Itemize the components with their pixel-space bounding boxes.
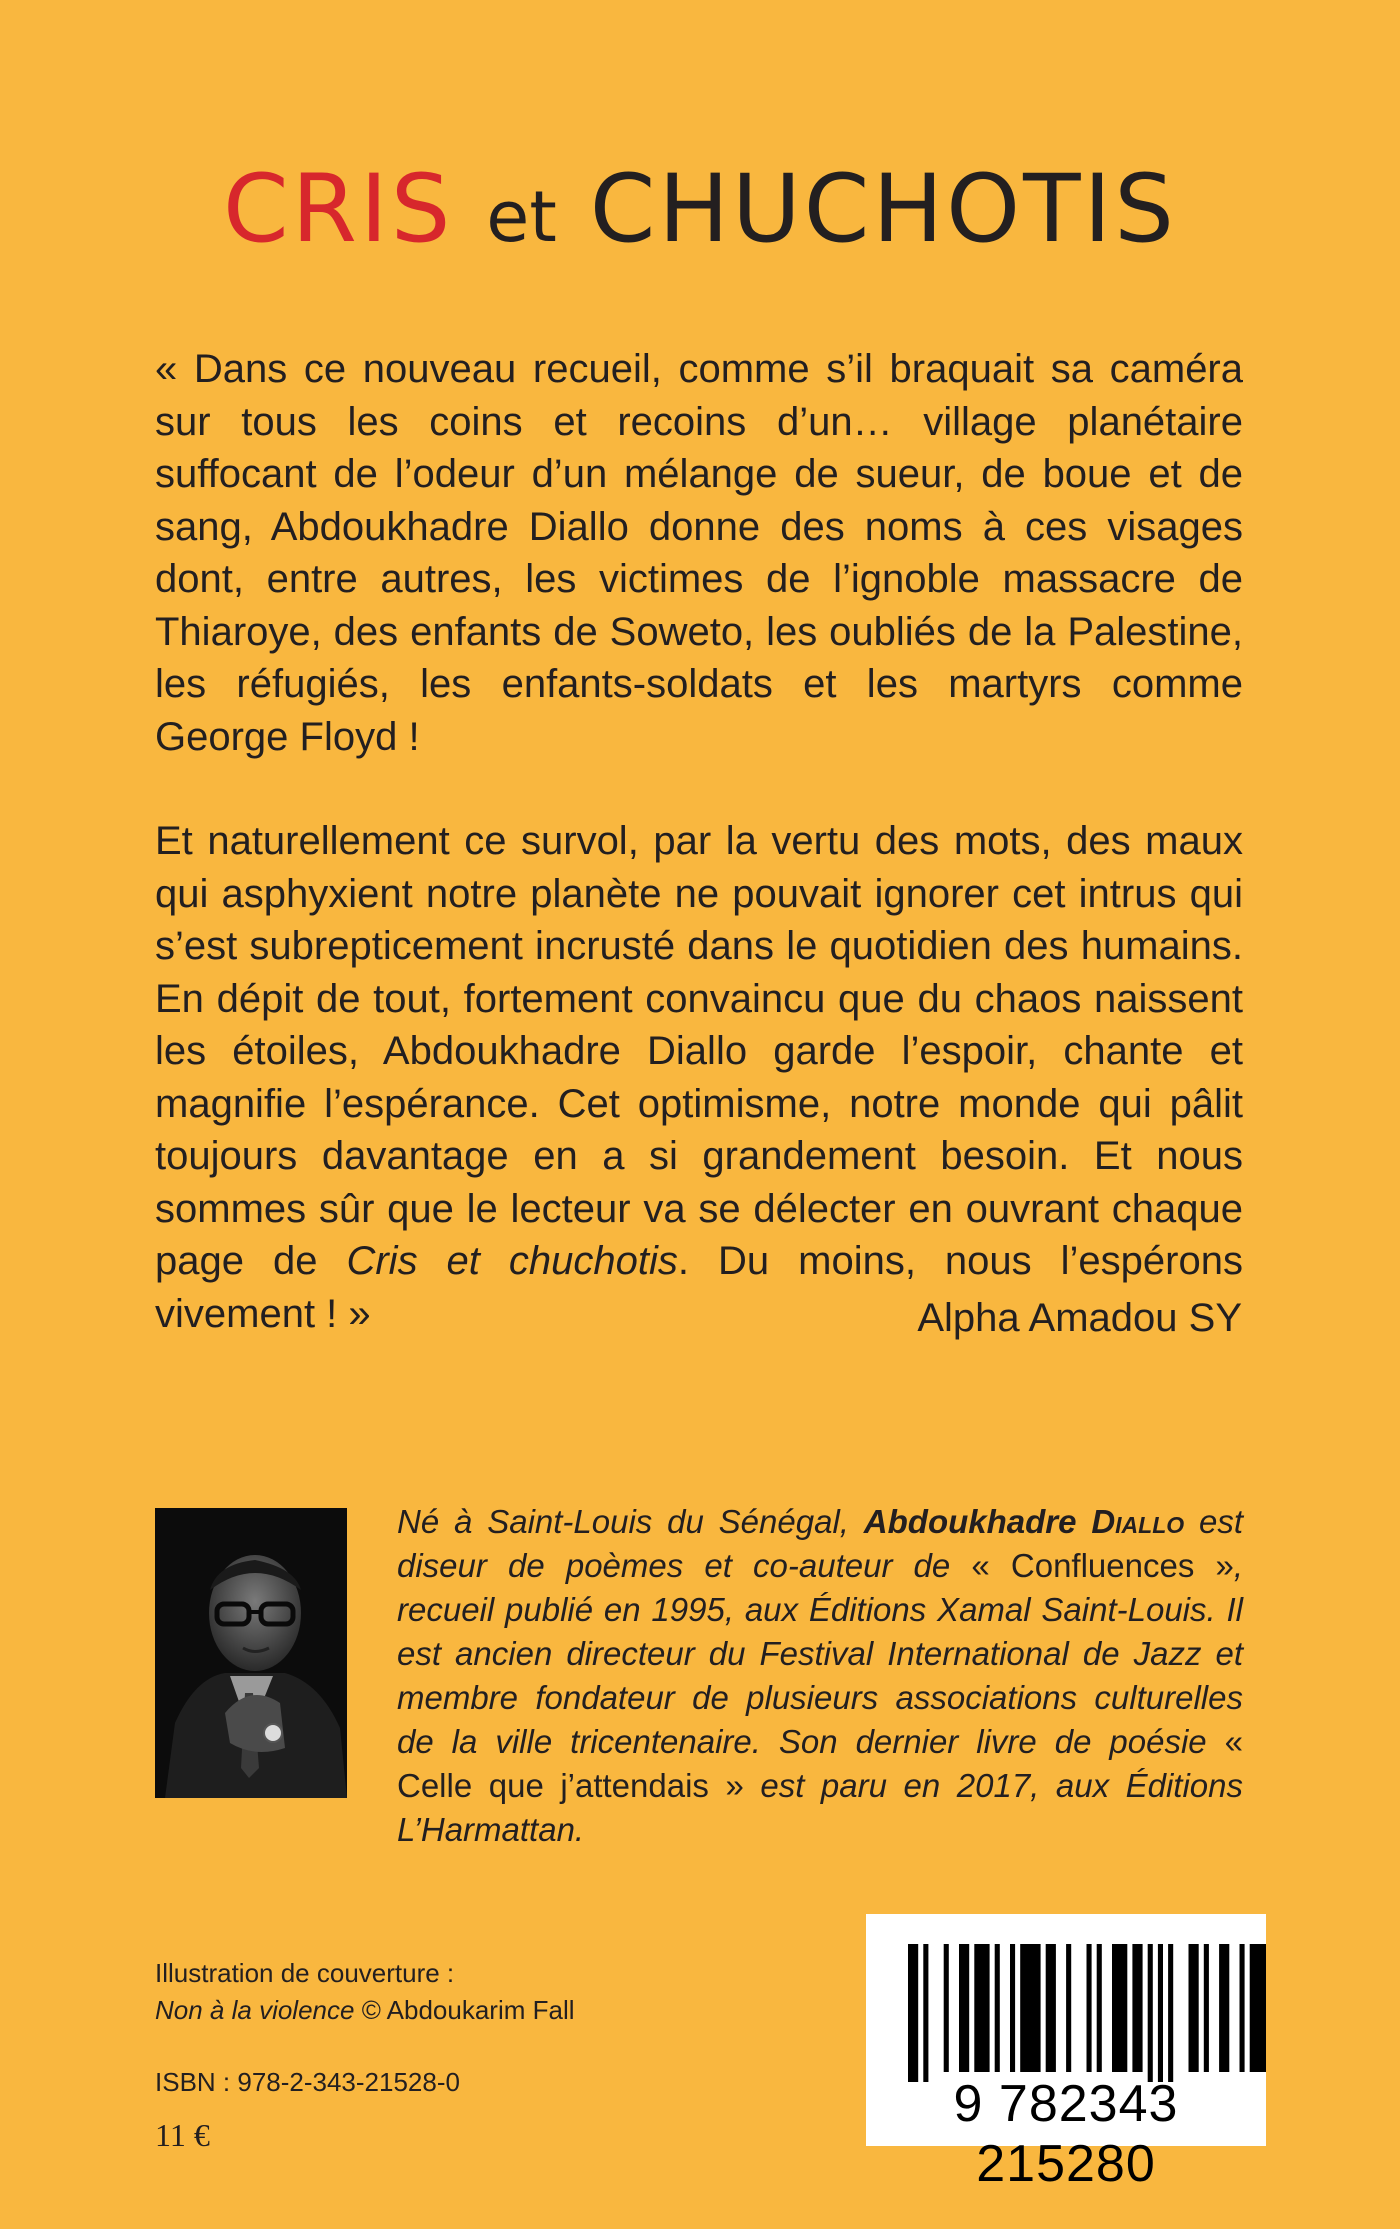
barcode-bar bbox=[1010, 1944, 1015, 2072]
quote-paragraph-1: « Dans ce nouveau recueil, comme s’il braquait sa caméra sur tous les coins et recoins d’un… village planétaire suffocant de l’odeur d’un mélange de sueur, de boue et de sang, Abdoukhadre Diallo donne des noms à ces visages dont, entre autres, les victimes de l’ignoble massacre de Thiaroye, des enfants de Soweto, les oubliés de la Palestine, les réfugiés, les enfants-soldats et les martyrs comme George Floyd ! bbox=[155, 347, 1243, 759]
barcode-bar bbox=[1158, 1944, 1163, 2082]
credits-artist: © Abdoukarim Fall bbox=[361, 1995, 575, 2025]
blurb-quote bbox=[155, 343, 1243, 1340]
quote-signature: Alpha Amadou SY bbox=[917, 1296, 1242, 1340]
title-word-et: et bbox=[486, 175, 557, 258]
barcode-bar bbox=[1168, 1944, 1173, 2082]
cover-credits bbox=[155, 1955, 575, 2029]
barcode-bar bbox=[1020, 1944, 1040, 2072]
bio-author-first: Abdoukhadre bbox=[863, 1503, 1077, 1540]
barcode-bar bbox=[1204, 1944, 1209, 2072]
bio-part-3: est paru en 2017, aux Éditions L’Harmattan. bbox=[397, 1767, 1244, 1848]
barcode-bar bbox=[944, 1944, 949, 2072]
barcode-bar bbox=[1112, 1944, 1127, 2072]
barcode-bar bbox=[1046, 1944, 1056, 2072]
credits-line-2 bbox=[155, 1992, 575, 2029]
barcode-bar bbox=[908, 1944, 918, 2082]
barcode-bar bbox=[1219, 1944, 1229, 2072]
book-title bbox=[0, 154, 1400, 264]
barcode-bar bbox=[959, 1944, 969, 2072]
bio-intro: Né à Saint-Louis du Sénégal, bbox=[397, 1503, 849, 1540]
barcode-bar bbox=[1087, 1944, 1092, 2072]
bio-part-2: , recueil publié en 1995, aux Éditions Xamal Saint-Louis. Il est ancien directeur du Festival International de Jazz et membre fondateur de plusieurs associations culturelles de la ville tricentenaire. Son dernier livre de poésie bbox=[397, 1547, 1243, 1760]
barcode-bar bbox=[1189, 1944, 1199, 2072]
book-price: 11 € bbox=[155, 2117, 210, 2153]
bio-celle-que: « Celle que j’attendais » bbox=[397, 1723, 1244, 1804]
barcode bbox=[866, 1914, 1266, 2193]
barcode-bar bbox=[1240, 1944, 1245, 2072]
credits-work-title: Non à la violence bbox=[155, 1995, 355, 2025]
barcode-bar bbox=[995, 1944, 1000, 2072]
credits-line-1: Illustration de couverture : bbox=[155, 1958, 455, 1988]
barcode-digits: 9 782343 215280 bbox=[953, 2075, 1179, 2193]
title-word-cris: CRIS bbox=[223, 154, 454, 264]
barcode-bar bbox=[1250, 1944, 1266, 2072]
bio-part-1: est diseur de poèmes et co-auteur de bbox=[397, 1503, 1244, 1584]
barcode-bar bbox=[1066, 1944, 1071, 2072]
quote-book-title: Cris et chuchotis bbox=[346, 1239, 678, 1283]
quote-p2-text: Et naturellement ce survol, par la vertu des mots, des maux qui asphyxient notre planète ne pouvait ignorer cet intrus qui s’est subrepticement incrusté dans le quotidien des humains. En dépit de tout, fortement convaincu que du chaos naissent les étoiles, Abdoukhadre Diallo garde l’espoir, chante et magnifie l’espérance. Cet optimisme, notre monde qui pâlit toujours davantage en a si grandement besoin. Et nous sommes sûr que le lecteur va se délecter en ouvrant chaque page de bbox=[155, 819, 1243, 1283]
barcode-bar bbox=[1132, 1944, 1142, 2072]
author-photo bbox=[155, 1508, 347, 1798]
bio-author-last: Diallo bbox=[1091, 1503, 1185, 1540]
title-word-chuchotis: CHUCHOTIS bbox=[589, 154, 1177, 264]
barcode-bar bbox=[923, 1944, 928, 2082]
barcode-bar bbox=[1148, 1944, 1153, 2082]
bio-author-name bbox=[864, 1503, 1184, 1540]
author-portrait-drawing bbox=[155, 1508, 347, 1798]
barcode-bar bbox=[974, 1944, 989, 2072]
quote-p2-ending: . Du moins, nous l’espérons vivement ! » bbox=[155, 1239, 1243, 1336]
isbn-number: ISBN : 978-2-343-21528-0 bbox=[155, 2067, 460, 2097]
quote-paragraph-2 bbox=[155, 815, 1243, 1340]
bio-confluences: « Confluences » bbox=[971, 1547, 1234, 1584]
barcode-bar bbox=[1097, 1944, 1102, 2072]
author-biography bbox=[397, 1500, 1243, 1852]
